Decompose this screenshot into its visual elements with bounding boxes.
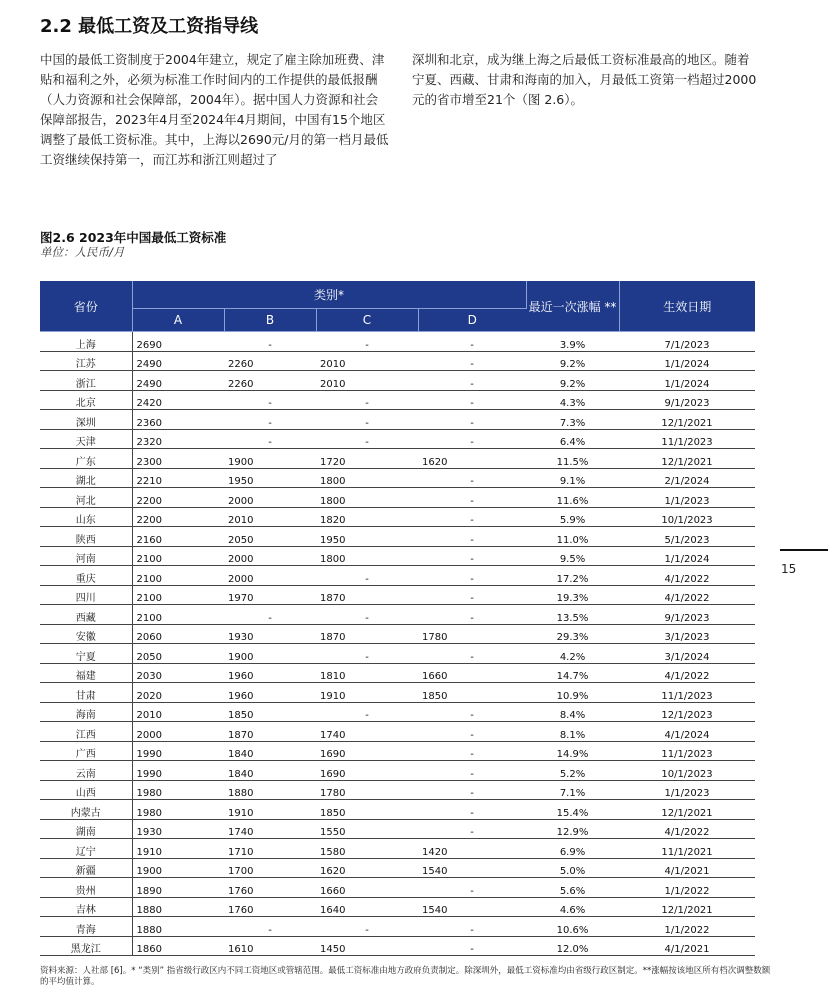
cell-c: 1800 [316, 468, 418, 488]
table-row [40, 858, 755, 878]
cell-province: 湖北 [40, 468, 132, 488]
cell-date: 1/1/2024 [619, 546, 755, 566]
cell-b: 1610 [224, 936, 316, 956]
cell-b: 1900 [224, 449, 316, 469]
cell-b: - [224, 429, 316, 449]
cell-d: - [418, 780, 526, 800]
cell-province: 浙江 [40, 371, 132, 391]
cell-d: - [418, 390, 526, 410]
cell-province: 江苏 [40, 351, 132, 371]
cell-a: 2100 [132, 546, 224, 566]
cell-date: 1/1/2022 [619, 917, 755, 937]
cell-pct: 9.5% [526, 546, 619, 566]
cell-date: 11/1/2023 [619, 741, 755, 761]
cell-a: 2420 [132, 390, 224, 410]
cell-c: 1720 [316, 449, 418, 469]
cell-a: 2100 [132, 585, 224, 605]
cell-province: 新疆 [40, 858, 132, 878]
cell-b: - [224, 390, 316, 410]
cell-date: 5/1/2023 [619, 527, 755, 547]
cell-date: 4/1/2022 [619, 585, 755, 605]
cell-c: - [316, 702, 418, 722]
cell-date: 12/1/2021 [619, 897, 755, 917]
cell-d: 1540 [418, 858, 526, 878]
section-title: 2.2 最低工资及工资指导线 [40, 16, 259, 37]
table-row [40, 683, 755, 703]
cell-province: 云南 [40, 761, 132, 781]
cell-date: 12/1/2021 [619, 800, 755, 820]
cell-d: - [418, 878, 526, 898]
cell-date: 1/1/2023 [619, 488, 755, 508]
cell-b: 1840 [224, 761, 316, 781]
cell-pct: 12.9% [526, 819, 619, 839]
cell-c: 1810 [316, 663, 418, 683]
cell-pct: 7.3% [526, 410, 619, 430]
cell-province: 海南 [40, 702, 132, 722]
table-row [40, 663, 755, 683]
table-row [40, 936, 755, 956]
table-row [40, 332, 755, 352]
cell-d: - [418, 488, 526, 508]
table-row [40, 468, 755, 488]
body-paragraph: 中国的最低工资制度于2004年建立，规定了雇主除加班费、津贴和福利之外，必须为标准工作时间内的工作提供的最低报酬（人力资源和社会保障部，2004年）。据中国人力资源和社会保障部报告，2023年4月至2024年4月期间，中国有15个地区调整了最低工资标准。其中，上海以2690元/月的第一档月最低工资继续保持第一，而江苏和浙江则超过了 [40, 52, 389, 167]
cell-province: 辽宁 [40, 839, 132, 859]
cell-province: 河北 [40, 488, 132, 508]
cell-pct: 9.2% [526, 371, 619, 391]
cell-pct: 19.3% [526, 585, 619, 605]
table-row [40, 917, 755, 937]
cell-a: 2490 [132, 371, 224, 391]
cell-pct: 9.2% [526, 351, 619, 371]
cell-d: 1850 [418, 683, 526, 703]
cell-c: - [316, 644, 418, 664]
cell-pct: 12.0% [526, 936, 619, 956]
cell-province: 甘肃 [40, 683, 132, 703]
cell-province: 宁夏 [40, 644, 132, 664]
body-paragraph: 深圳和北京，成为继上海之后最低工资标准最高的地区。随着宁夏、西藏、甘肃和海南的加入，月最低工资第一档超过2000元的省市增至21个（图 2.6）。 [412, 52, 757, 107]
cell-c: 1640 [316, 897, 418, 917]
cell-date: 3/1/2024 [619, 644, 755, 664]
cell-a: 2320 [132, 429, 224, 449]
cell-date: 1/1/2024 [619, 371, 755, 391]
cell-d: - [418, 585, 526, 605]
header-category-b: B [224, 309, 316, 332]
cell-a: 2050 [132, 644, 224, 664]
table-row [40, 488, 755, 508]
cell-date: 12/1/2021 [619, 449, 755, 469]
cell-d: - [418, 722, 526, 742]
cell-a: 1910 [132, 839, 224, 859]
header-latest-increase: 最近一次涨幅 ** [526, 281, 619, 332]
table-row [40, 566, 755, 586]
cell-a: 2020 [132, 683, 224, 703]
cell-c: 1950 [316, 527, 418, 547]
cell-a: 2200 [132, 488, 224, 508]
table-row [40, 722, 755, 742]
cell-b: 1930 [224, 624, 316, 644]
figure-title: 图2.6 2023年中国最低工资标准 [40, 230, 227, 245]
cell-b: 2000 [224, 546, 316, 566]
cell-a: 2490 [132, 351, 224, 371]
table-row [40, 371, 755, 391]
cell-c: - [316, 605, 418, 625]
cell-a: 1990 [132, 741, 224, 761]
cell-pct: 6.4% [526, 429, 619, 449]
table-row [40, 585, 755, 605]
cell-date: 12/1/2021 [619, 410, 755, 430]
cell-pct: 3.9% [526, 332, 619, 352]
cell-c: 2010 [316, 371, 418, 391]
table-row [40, 624, 755, 644]
cell-b: 1740 [224, 819, 316, 839]
cell-pct: 10.6% [526, 917, 619, 937]
cell-province: 广东 [40, 449, 132, 469]
header-category-a: A [132, 309, 224, 332]
cell-pct: 9.1% [526, 468, 619, 488]
table-row [40, 527, 755, 547]
cell-b: - [224, 605, 316, 625]
cell-province: 陕西 [40, 527, 132, 547]
cell-province: 天津 [40, 429, 132, 449]
cell-date: 12/1/2023 [619, 702, 755, 722]
cell-c: 1450 [316, 936, 418, 956]
cell-a: 2060 [132, 624, 224, 644]
cell-b: - [224, 410, 316, 430]
cell-b: 1850 [224, 702, 316, 722]
cell-c: - [316, 429, 418, 449]
cell-pct: 15.4% [526, 800, 619, 820]
cell-pct: 14.9% [526, 741, 619, 761]
cell-a: 1880 [132, 917, 224, 937]
table-row [40, 780, 755, 800]
table-row [40, 449, 755, 469]
cell-pct: 6.9% [526, 839, 619, 859]
cell-d: - [418, 527, 526, 547]
cell-d: 1620 [418, 449, 526, 469]
cell-date: 7/1/2023 [619, 332, 755, 352]
table-body [40, 332, 755, 956]
cell-date: 9/1/2023 [619, 605, 755, 625]
cell-a: 1990 [132, 761, 224, 781]
cell-b: 1880 [224, 780, 316, 800]
header-category-c: C [316, 309, 418, 332]
minimum-wage-table [40, 281, 755, 956]
cell-c: 1660 [316, 878, 418, 898]
table-row [40, 429, 755, 449]
cell-province: 重庆 [40, 566, 132, 586]
header-province: 省份 [40, 281, 132, 332]
cell-d: - [418, 605, 526, 625]
cell-d: - [418, 761, 526, 781]
footnote: 资料来源：人社部 [6]。* “类别” 指省级行政区内不同工资地区或管辖范围。最低工资标准由地方政府负责制定。除深圳外，最低工资标准均由省级行政区制定。**涨幅按该地区所有档次调整数额的平均值计算。 [40, 966, 771, 987]
cell-d: - [418, 702, 526, 722]
cell-a: 2200 [132, 507, 224, 527]
cell-pct: 8.4% [526, 702, 619, 722]
cell-b: 1710 [224, 839, 316, 859]
cell-pct: 5.2% [526, 761, 619, 781]
cell-b: 1870 [224, 722, 316, 742]
table-row [40, 351, 755, 371]
cell-d: - [418, 819, 526, 839]
cell-c: - [316, 390, 418, 410]
table-row [40, 644, 755, 664]
cell-c: 1820 [316, 507, 418, 527]
cell-pct: 4.3% [526, 390, 619, 410]
cell-d: - [418, 507, 526, 527]
table-row [40, 410, 755, 430]
table-row [40, 546, 755, 566]
cell-d: - [418, 332, 526, 352]
cell-province: 上海 [40, 332, 132, 352]
cell-c: 1800 [316, 488, 418, 508]
cell-d: - [418, 741, 526, 761]
cell-b: 2000 [224, 566, 316, 586]
table-row [40, 897, 755, 917]
cell-a: 2360 [132, 410, 224, 430]
cell-date: 11/1/2023 [619, 429, 755, 449]
cell-pct: 11.5% [526, 449, 619, 469]
page-rule [780, 549, 828, 551]
cell-b: 1910 [224, 800, 316, 820]
cell-province: 深圳 [40, 410, 132, 430]
header-category: 类别* [132, 281, 526, 309]
cell-c: 1580 [316, 839, 418, 859]
cell-pct: 10.9% [526, 683, 619, 703]
cell-province: 青海 [40, 917, 132, 937]
cell-date: 1/1/2022 [619, 878, 755, 898]
header-effective-date: 生效日期 [619, 281, 755, 332]
cell-a: 1900 [132, 858, 224, 878]
cell-c: 1870 [316, 624, 418, 644]
cell-a: 2160 [132, 527, 224, 547]
cell-date: 9/1/2023 [619, 390, 755, 410]
cell-c: 1740 [316, 722, 418, 742]
cell-pct: 29.3% [526, 624, 619, 644]
cell-c: - [316, 566, 418, 586]
cell-date: 11/1/2021 [619, 839, 755, 859]
cell-date: 4/1/2022 [619, 819, 755, 839]
cell-b: - [224, 917, 316, 937]
table-row [40, 819, 755, 839]
cell-a: 1890 [132, 878, 224, 898]
cell-province: 吉林 [40, 897, 132, 917]
cell-c: 1870 [316, 585, 418, 605]
cell-d: - [418, 546, 526, 566]
cell-c: - [316, 917, 418, 937]
cell-c: 1620 [316, 858, 418, 878]
cell-province: 江西 [40, 722, 132, 742]
cell-b: 1960 [224, 683, 316, 703]
cell-a: 2300 [132, 449, 224, 469]
cell-d: - [418, 917, 526, 937]
cell-b: 2010 [224, 507, 316, 527]
cell-pct: 4.2% [526, 644, 619, 664]
table-row [40, 390, 755, 410]
cell-d: 1420 [418, 839, 526, 859]
cell-province: 黑龙江 [40, 936, 132, 956]
table-row [40, 741, 755, 761]
cell-d: - [418, 429, 526, 449]
cell-a: 2690 [132, 332, 224, 352]
table-row [40, 839, 755, 859]
cell-b: 2000 [224, 488, 316, 508]
cell-a: 2010 [132, 702, 224, 722]
cell-b: 1760 [224, 897, 316, 917]
cell-date: 1/1/2023 [619, 780, 755, 800]
header-category-d: D [418, 309, 526, 332]
cell-a: 1980 [132, 800, 224, 820]
cell-date: 2/1/2024 [619, 468, 755, 488]
cell-c: 1690 [316, 761, 418, 781]
cell-date: 4/1/2022 [619, 663, 755, 683]
cell-date: 4/1/2024 [619, 722, 755, 742]
cell-c: 2010 [316, 351, 418, 371]
cell-date: 11/1/2023 [619, 683, 755, 703]
cell-b: - [224, 332, 316, 352]
cell-a: 1880 [132, 897, 224, 917]
page-number: 15 [781, 562, 797, 576]
cell-d: - [418, 936, 526, 956]
cell-b: 1700 [224, 858, 316, 878]
cell-d: - [418, 351, 526, 371]
cell-date: 3/1/2023 [619, 624, 755, 644]
cell-province: 河南 [40, 546, 132, 566]
cell-d: - [418, 644, 526, 664]
cell-d: 1540 [418, 897, 526, 917]
cell-d: - [418, 468, 526, 488]
cell-c: 1550 [316, 819, 418, 839]
cell-province: 山东 [40, 507, 132, 527]
cell-d: - [418, 410, 526, 430]
cell-province: 四川 [40, 585, 132, 605]
cell-b: 2260 [224, 371, 316, 391]
cell-province: 北京 [40, 390, 132, 410]
cell-province: 山西 [40, 780, 132, 800]
table-row [40, 507, 755, 527]
cell-d: 1780 [418, 624, 526, 644]
cell-a: 2100 [132, 605, 224, 625]
cell-b: 1840 [224, 741, 316, 761]
cell-b: 1760 [224, 878, 316, 898]
cell-c: 1690 [316, 741, 418, 761]
cell-a: 1980 [132, 780, 224, 800]
cell-date: 4/1/2022 [619, 566, 755, 586]
cell-d: 1660 [418, 663, 526, 683]
cell-d: - [418, 566, 526, 586]
cell-pct: 7.1% [526, 780, 619, 800]
table-row [40, 800, 755, 820]
cell-b: 2050 [224, 527, 316, 547]
cell-pct: 11.0% [526, 527, 619, 547]
cell-b: 1970 [224, 585, 316, 605]
cell-province: 福建 [40, 663, 132, 683]
cell-pct: 17.2% [526, 566, 619, 586]
cell-c: - [316, 332, 418, 352]
cell-province: 内蒙古 [40, 800, 132, 820]
cell-pct: 11.6% [526, 488, 619, 508]
cell-pct: 8.1% [526, 722, 619, 742]
cell-date: 4/1/2021 [619, 936, 755, 956]
cell-b: 1950 [224, 468, 316, 488]
cell-d: - [418, 371, 526, 391]
cell-province: 安徽 [40, 624, 132, 644]
cell-a: 2030 [132, 663, 224, 683]
cell-pct: 5.6% [526, 878, 619, 898]
cell-pct: 14.7% [526, 663, 619, 683]
cell-d: - [418, 800, 526, 820]
cell-date: 1/1/2024 [619, 351, 755, 371]
cell-pct: 5.0% [526, 858, 619, 878]
cell-a: 2100 [132, 566, 224, 586]
table-row [40, 761, 755, 781]
cell-date: 10/1/2023 [619, 761, 755, 781]
cell-a: 2000 [132, 722, 224, 742]
cell-pct: 13.5% [526, 605, 619, 625]
cell-a: 1860 [132, 936, 224, 956]
cell-a: 1930 [132, 819, 224, 839]
table-row [40, 605, 755, 625]
cell-province: 西藏 [40, 605, 132, 625]
body-text-column-left [40, 50, 390, 170]
cell-b: 1960 [224, 663, 316, 683]
cell-date: 4/1/2021 [619, 858, 755, 878]
cell-pct: 5.9% [526, 507, 619, 527]
cell-c: - [316, 410, 418, 430]
cell-c: 1910 [316, 683, 418, 703]
figure-unit: 单位：人民币/月 [40, 245, 125, 259]
table-row [40, 878, 755, 898]
cell-province: 湖南 [40, 819, 132, 839]
table-row [40, 702, 755, 722]
cell-province: 广西 [40, 741, 132, 761]
cell-a: 2210 [132, 468, 224, 488]
cell-b: 2260 [224, 351, 316, 371]
cell-date: 10/1/2023 [619, 507, 755, 527]
cell-c: 1780 [316, 780, 418, 800]
body-text-column-right [412, 50, 757, 110]
cell-b: 1900 [224, 644, 316, 664]
cell-pct: 4.6% [526, 897, 619, 917]
cell-c: 1850 [316, 800, 418, 820]
cell-province: 贵州 [40, 878, 132, 898]
cell-c: 1800 [316, 546, 418, 566]
